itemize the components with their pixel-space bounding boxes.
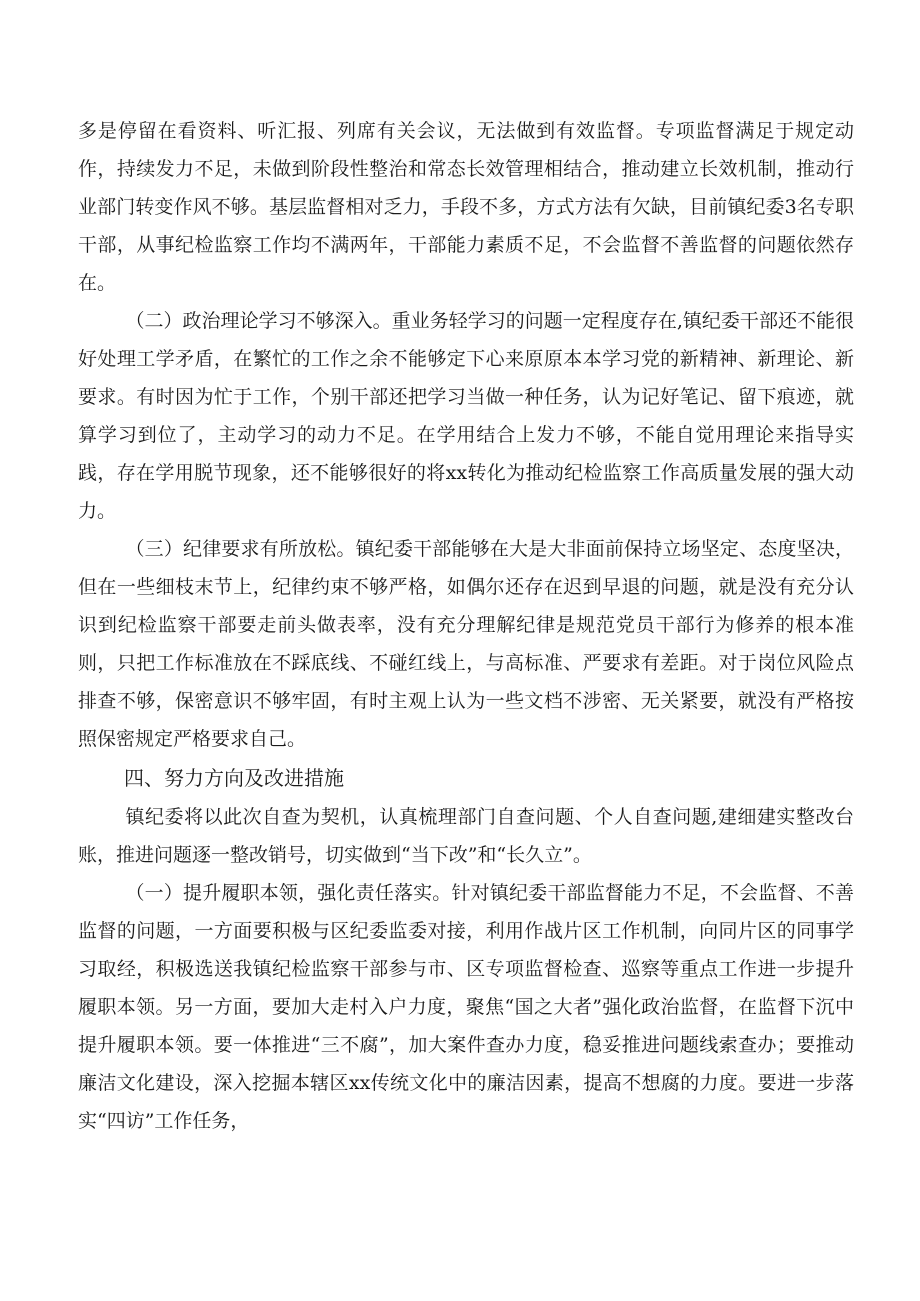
section-heading: 四、努力方向及改进措施: [124, 766, 344, 790]
paragraph-improve-ability: （一）提升履职本领，强化责任落实。针对镇纪委干部监督能力不足，不会监督、不善监督的问题，一方面要积极与区纪委监委对接，利用作战片区工作机制，向同片区的同事学习取经，积极选送我镇纪检监察干部参与市、区专项监督检查、巡察等重点工作进一步提升履职本领。另一方面，要加大走村入户力度，聚焦“国之大者”强化政治监督，在监督下沉中提升履职本领。要一体推进“三不腐”，加大案件查办力度，稳妥推进问题线索查办；要推动廉洁文化建设，深入挖掘本辖区xx传统文化中的廉洁因素，提高不想腐的力度。要进一步落实“四访”工作任务，: [78, 882, 854, 1132]
document-body: [78, 112, 854, 1140]
paragraph-continuation: 多是停留在看资料、听汇报、列席有关会议，无法做到有效监督。专项监督满足于规定动作，持续发力不足，未做到阶段性整治和常态长效管理相结合，推动建立长效机制，推动行业部门转变作风不够。基层监督相对乏力，手段不多，方式方法有欠缺，目前镇纪委3名专职干部，从事纪检监察工作均不满两年，干部能力素质不足，不会监督不善监督的问题依然存在。: [78, 120, 854, 294]
paragraph-discipline: （三）纪律要求有所放松。镇纪委干部能够在大是大非面前保持立场坚定、态度坚决，但在一些细枝末节上，纪律约束不够严格，如偶尔还存在迟到早退的问题，就是没有充分认识到纪检监察干部要走前头做表率，没有充分理解纪律是规范党员干部行为修养的根本准则，只把工作标准放在不踩底线、不碰红线上，与高标准、严要求有差距。对于岗位风险点排查不够，保密意识不够牢固，有时主观上认为一些文档不涉密、无关紧要，就没有严格按照保密规定严格要求自己。: [78, 538, 854, 750]
paragraph-intro: 镇纪委将以此次自查为契机，认真梳理部门自查问题、个人自查问题,建细建实整改台账，推进问题逐一整改销号，切实做到“当下改”和“长久立”。: [78, 806, 854, 866]
paragraph-political-study: （二）政治理论学习不够深入。重业务轻学习的问题一定程度存在,镇纪委干部还不能很好处理工学矛盾，在繁忙的工作之余不能够定下心来原原本本学习党的新精神、新理论、新要求。有时因为忙于工作，个别干部还把学习当做一种任务，认为记好笔记、留下痕迹，就算学习到位了，主动学习的动力不足。在学用结合上发力不够，不能自觉用理论来指导实践，存在学用脱节现象，还不能够很好的将xx转化为推动纪检监察工作高质量发展的强大动力。: [78, 310, 854, 522]
